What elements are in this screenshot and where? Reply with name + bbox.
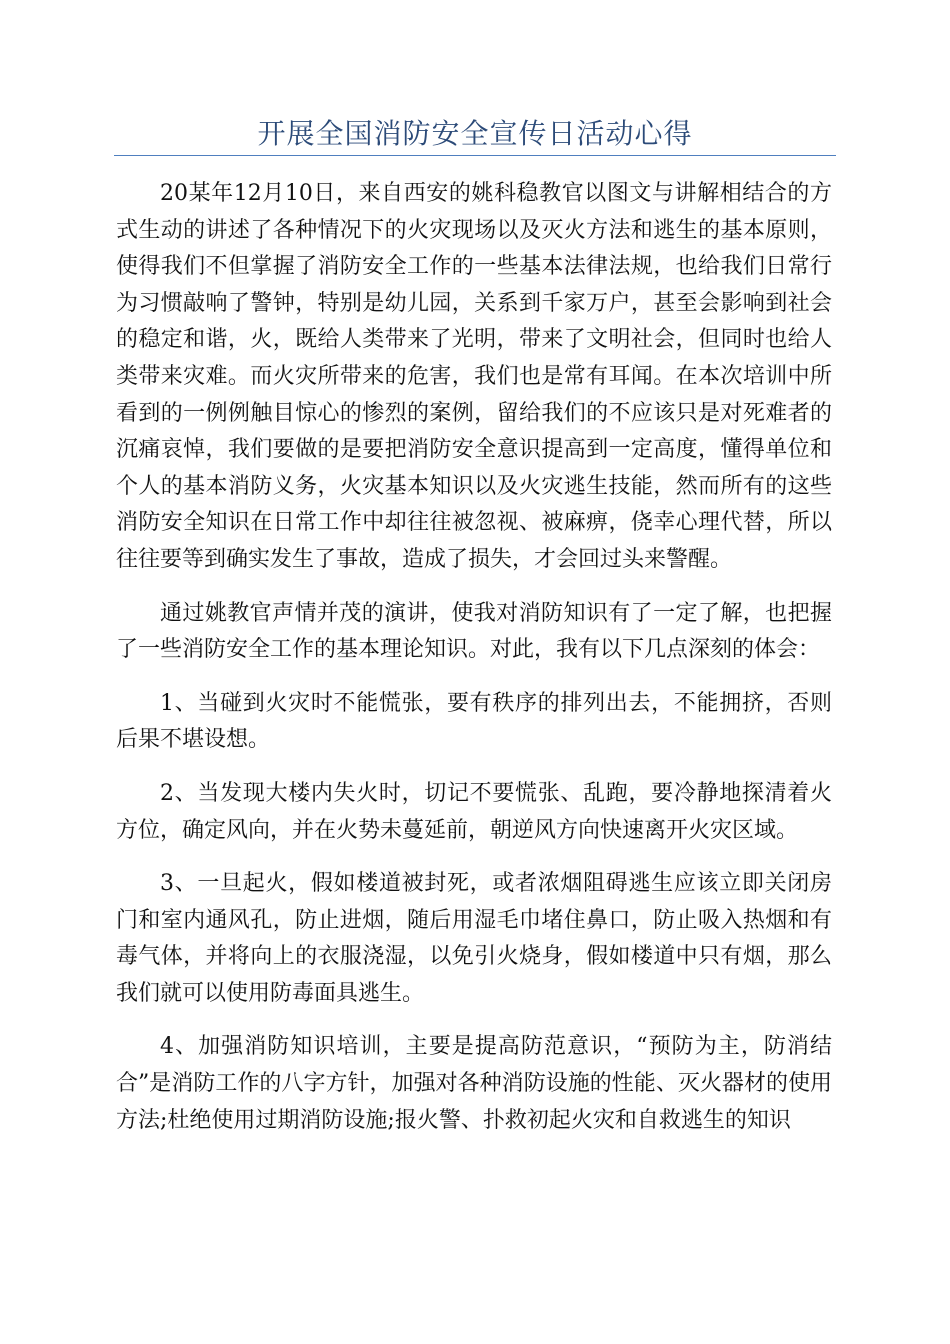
- document-title: 开展全国消防安全宣传日活动心得: [257, 117, 693, 150]
- list-item: 2、当发现大楼内失火时，切记不要慌张、乱跑，要冷静地探清着火方位，确定风向，并在火势未蔓延前，朝逆风方向快速离开火灾区域。: [116, 780, 832, 843]
- paragraph: 20某年12月10日，来自西安的姚科稳教官以图文与讲解相结合的方式生动的讲述了各种情况下的火灾现场以及灭火方法和逃生的基本原则，使得我们不但掌握了消防安全工作的一些基本法律法规，也给我们日常行为习惯敲响了警钟，特别是幼儿园，关系到千家万户，甚至会影响到社会的稳定和谐，火，既给人类带来了光明，带来了文明社会，但同时也给人类带来灾难。而火灾所带来的危害，我们也是常有耳闻。在本次培训中所看到的一例例触目惊心的惨烈的案例，留给我们的不应该只是对死难者的沉痛哀悼，我们要做的是要把消防安全意识提高到一定高度，懂得单位和个人的基本消防义务，火灾基本知识以及火灾逃生技能，然而所有的这些消防安全知识在日常工作中却往往被忽视、被麻痹，侥幸心理代替，所以往往要等到确实发生了事故，造成了损失，才会回过头来警醒。: [116, 181, 832, 572]
- list-item: 4、加强消防知识培训，主要是提高防范意识，“预防为主，防消结合”是消防工作的八字方针，加强对各种消防设施的性能、灭火器材的使用方法;杜绝使用过期消防设施;报火警、扑救初起火灾和自救逃生的知识: [116, 1034, 832, 1133]
- list-item: 3、一旦起火，假如楼道被封死，或者浓烟阻碍逃生应该立即关闭房门和室内通风孔，防止进烟，随后用湿毛巾堵住鼻口，防止吸入热烟和有毒气体，并将向上的衣服浇湿，以免引火烧身，假如楼道中只有烟，那么我们就可以使用防毒面具逃生。: [116, 871, 832, 1006]
- paragraph: 通过姚教官声情并茂的演讲，使我对消防知识有了一定了解，也把握了一些消防安全工作的基本理论知识。对此，我有以下几点深刻的体会：: [116, 600, 832, 663]
- document-body: [116, 176, 832, 1139]
- list-item: 1、当碰到火灾时不能慌张，要有秩序的排列出去，不能拥挤，否则后果不堪设想。: [116, 690, 832, 753]
- title-underline: [114, 155, 836, 156]
